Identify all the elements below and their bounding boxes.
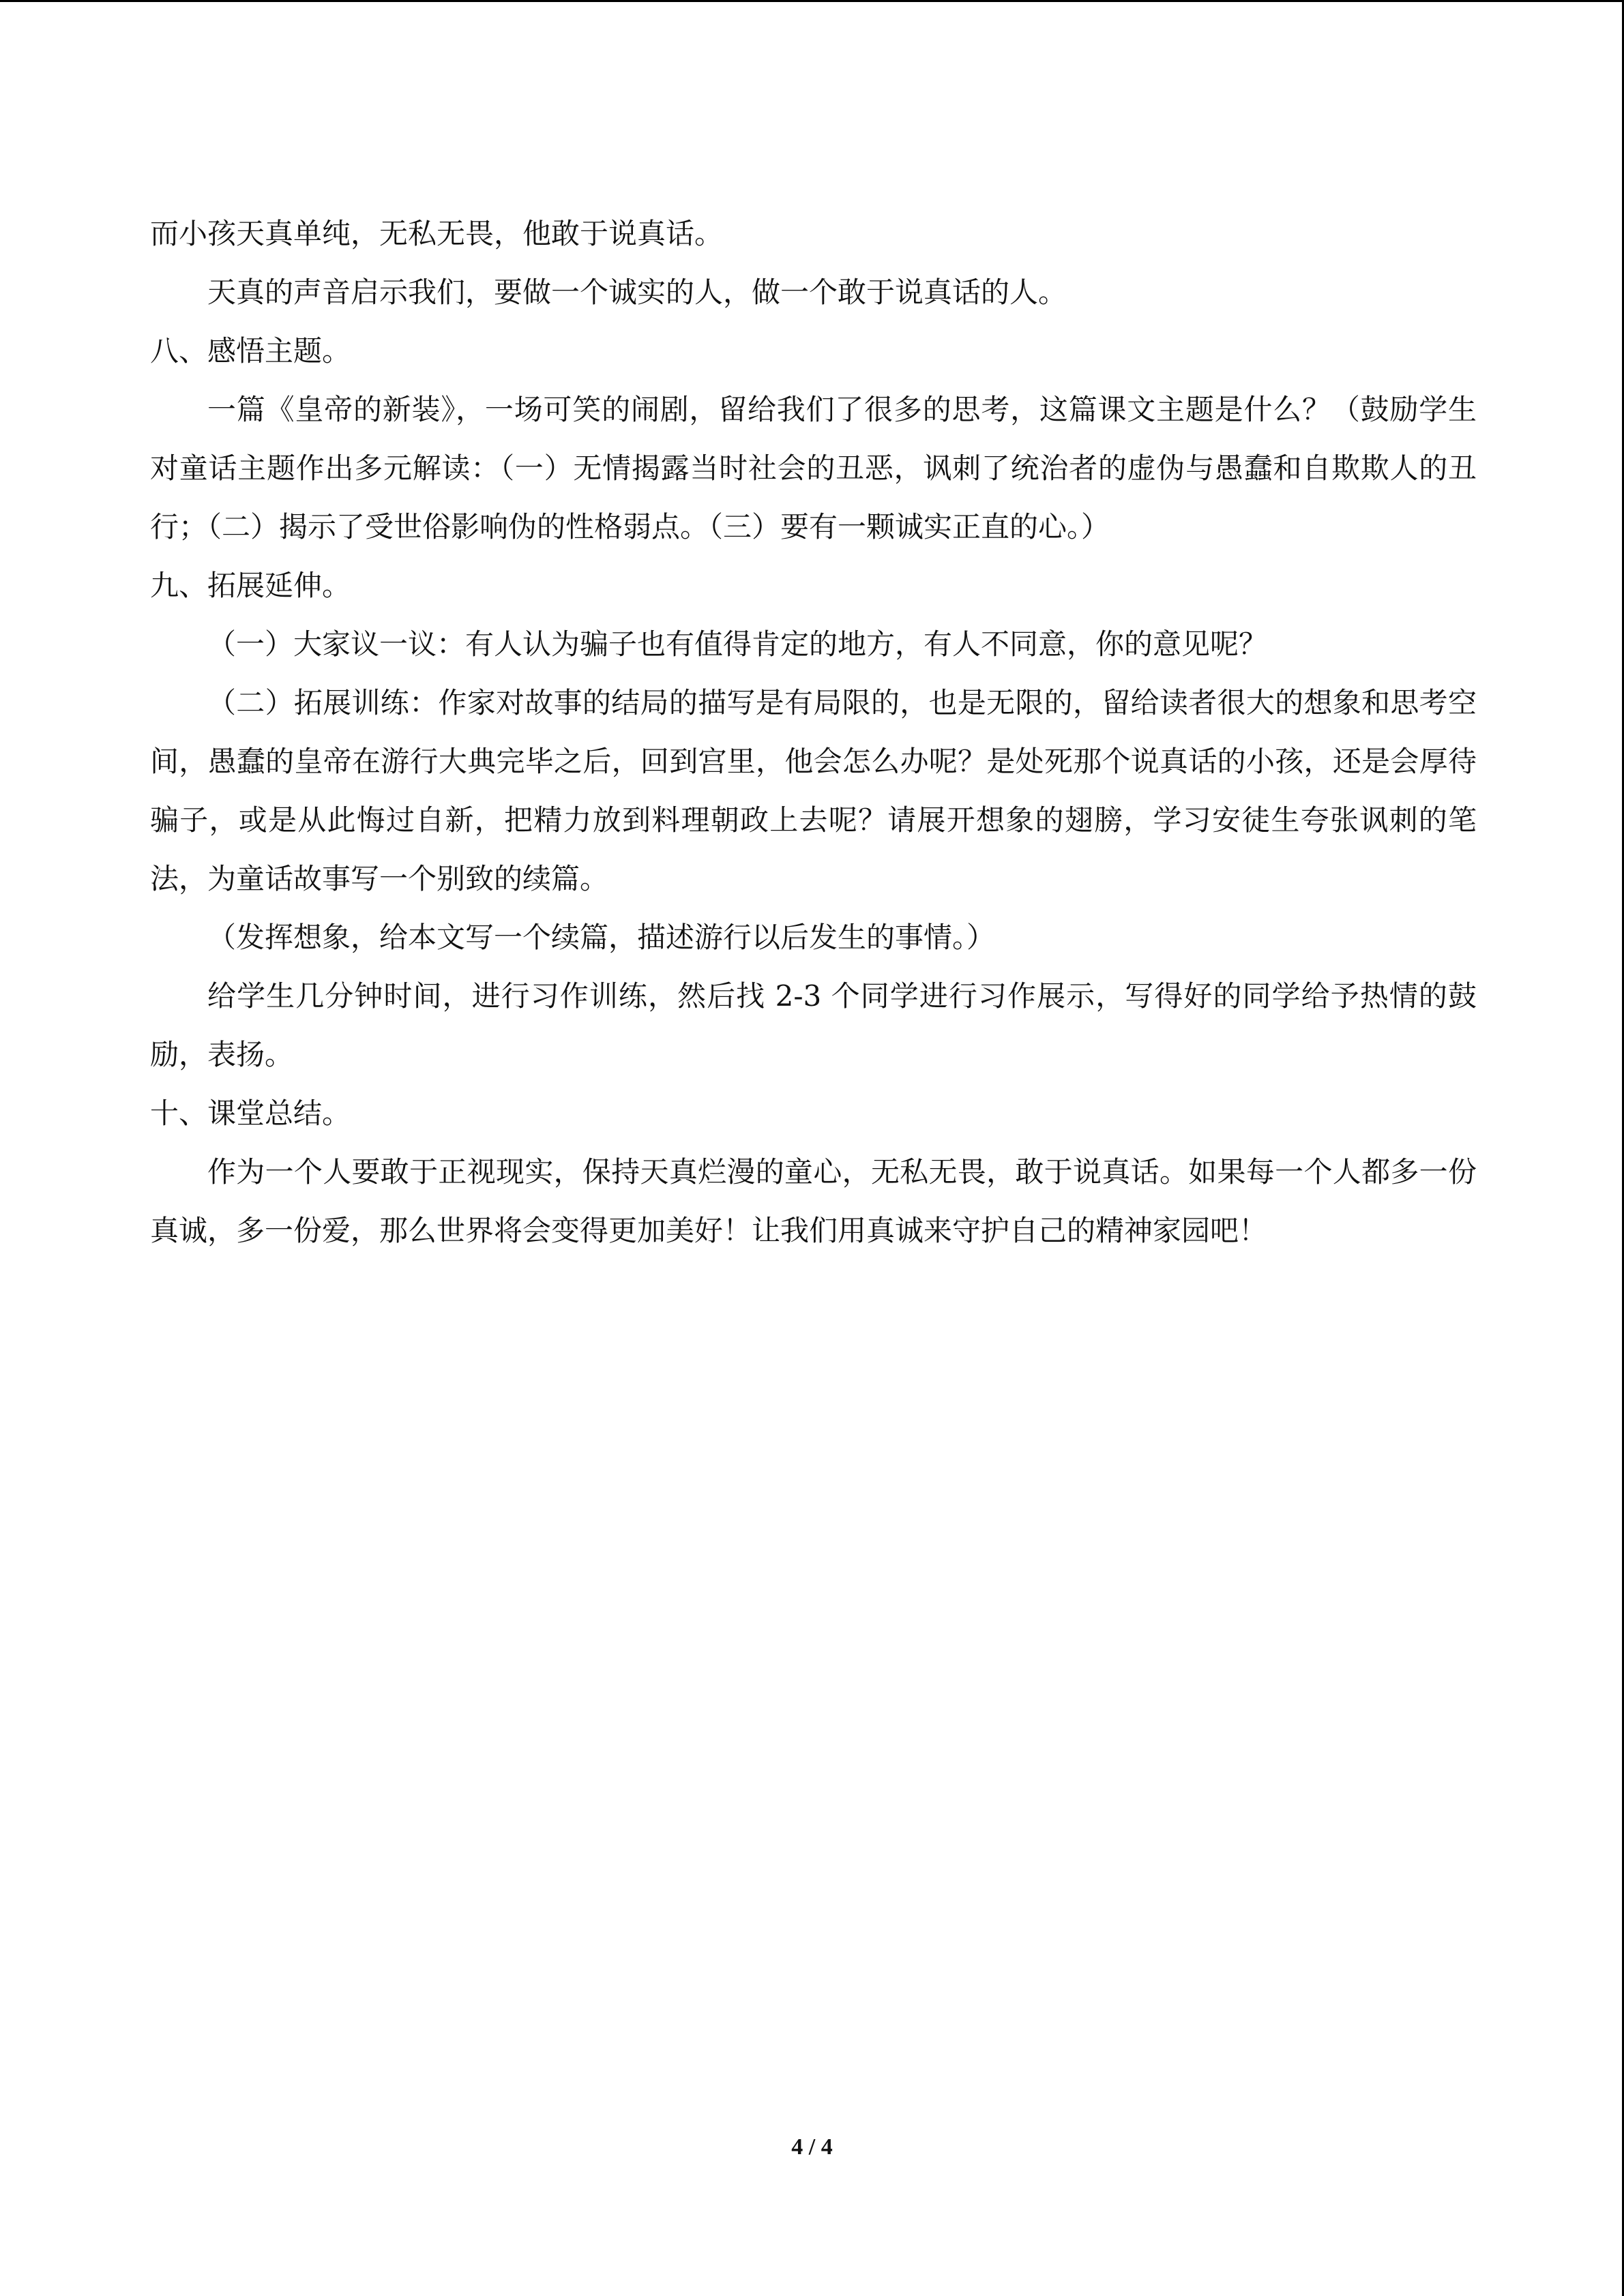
paragraph-honesty-lesson: 天真的声音启示我们，要做一个诚实的人，做一个敢于说真话的人。: [207, 275, 1067, 309]
paragraph-theme-discussion: 一篇《皇帝的新装》，一场可笑的闹剧，留给我们了很多的思考，这篇课文主题是什么？（鼓励学生对童话主题作出多元解读：（一）无情揭露当时社会的丑恶，讽刺了统治者的虚伪与愚蠢和自欺欺人的丑行；（二）揭示了受世俗影响伪的性格弱点。（三）要有一颗诚实正直的心。）: [150, 393, 1477, 543]
paragraph-extension-training: （二）拓展训练：作家对故事的结局的描写是有局限的，也是无限的，留给读者很大的想象和思考空间，愚蠢的皇帝在游行大典完毕之后，回到宫里，他会怎么办呢？是处死那个说真话的小孩，还是会厚待骗子，或是从此悔过自新，把精力放到料理朝政上去呢？请展开想象的翅膀，学习安徒生夸张讽刺的笔法，为童话故事写一个别致的续篇。: [150, 686, 1477, 895]
paragraph-extension-debate: （一）大家议一议：有人认为骗子也有值得肯定的地方，有人不同意，你的意见呢？: [207, 627, 1268, 661]
page-top-border: [0, 0, 1624, 2]
paragraph-sequel-task: （发挥想象，给本文写一个续篇，描述游行以后发生的事情。）: [207, 921, 996, 954]
paragraph-summary: 作为一个人要敢于正视现实，保持天真烂漫的童心，无私无畏，敢于说真话。如果每一个人都多一份真诚，多一份爱，那么世界将会变得更加美好！让我们用真诚来守护自己的精神家园吧！: [150, 1155, 1477, 1247]
page-number: 4 / 4: [791, 2134, 833, 2160]
section-heading-theme: 八、感悟主题。: [150, 334, 351, 368]
paragraph-child-courage: 而小孩天真单纯，无私无畏，他敢于说真话。: [150, 217, 724, 250]
paragraph-writing-practice: 给学生几分钟时间，进行习作训练，然后找 2-3 个同学进行习作展示，写得好的同学给予热情的鼓励，表扬。: [150, 979, 1477, 1071]
section-heading-extension: 九、拓展延伸。: [150, 569, 351, 602]
document-body: [150, 205, 1477, 1260]
section-heading-summary: 十、课堂总结。: [150, 1097, 351, 1130]
